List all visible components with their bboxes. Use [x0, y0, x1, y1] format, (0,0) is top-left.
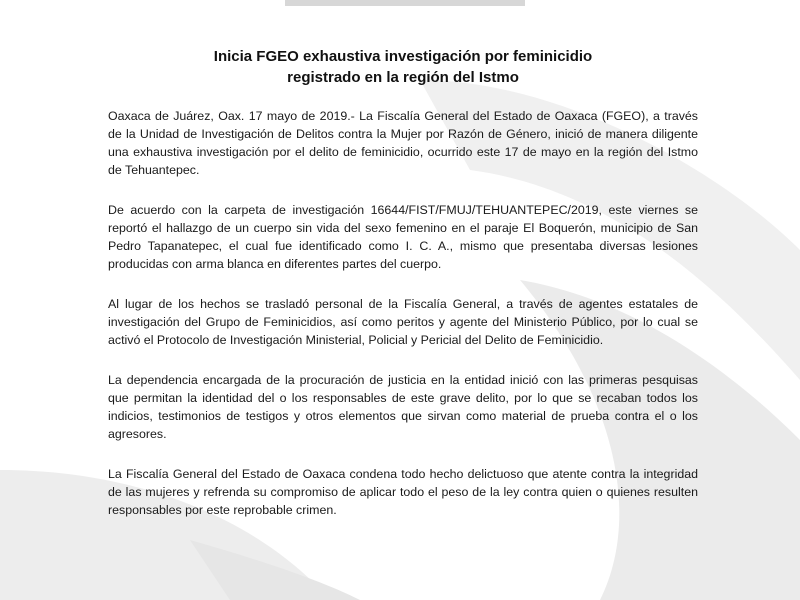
document-title	[108, 46, 698, 88]
document-paragraphs	[108, 107, 698, 519]
paragraph-4: La dependencia encargada de la procuración de justicia en la entidad inició con las primeras pesquisas que permitan la identidad del o los responsables de este grave delito, por lo que se recaban todos los indicios, testimonios de testigos y otros elementos que sirvan como material de prueba contra el o los agresores.	[108, 373, 698, 441]
title-line-2: registrado en la región del Istmo	[287, 69, 519, 86]
paragraph-2: De acuerdo con la carpeta de investigación 16644/FIST/FMUJ/TEHUANTEPEC/2019, este viernes se reportó el hallazgo de un cuerpo sin vida del sexo femenino en el paraje El Boquerón, municipio de San Pedro Tapanatepec, el cual fue identificado como I. C. A., mismo que presentaba diversas lesiones producidas con arma blanca en diferentes partes del cuerpo.	[108, 203, 698, 271]
paragraph-5: La Fiscalía General del Estado de Oaxaca condena todo hecho delictuoso que atente contra la integridad de las mujeres y refrenda su compromiso de aplicar todo el peso de la ley contra quien o quienes resulten responsables por este reprobable crimen.	[108, 467, 698, 517]
title-line-1: Inicia FGEO exhaustiva investigación por feminicidio	[213, 48, 593, 65]
document-body	[108, 46, 698, 541]
paragraph-3: Al lugar de los hechos se trasladó personal de la Fiscalía General, a través de agentes estatales de investigación del Grupo de Feminicidios, así como peritos y agente del Ministerio Público, por lo cual se activó el Protocolo de Investigación Ministerial, Policial y Pericial del Delito de Feminicidio.	[108, 297, 698, 347]
header-strip	[285, 0, 525, 6]
paragraph-1: Oaxaca de Juárez, Oax. 17 mayo de 2019.- La Fiscalía General del Estado de Oaxaca (FGEO), a través de la Unidad de Investigación de Delitos contra la Mujer por Razón de Género, inició de manera diligente una exhaustiva investigación por el delito de feminicidio, ocurrido este 17 de mayo en la región del Istmo de Tehuantepec.	[108, 109, 698, 177]
